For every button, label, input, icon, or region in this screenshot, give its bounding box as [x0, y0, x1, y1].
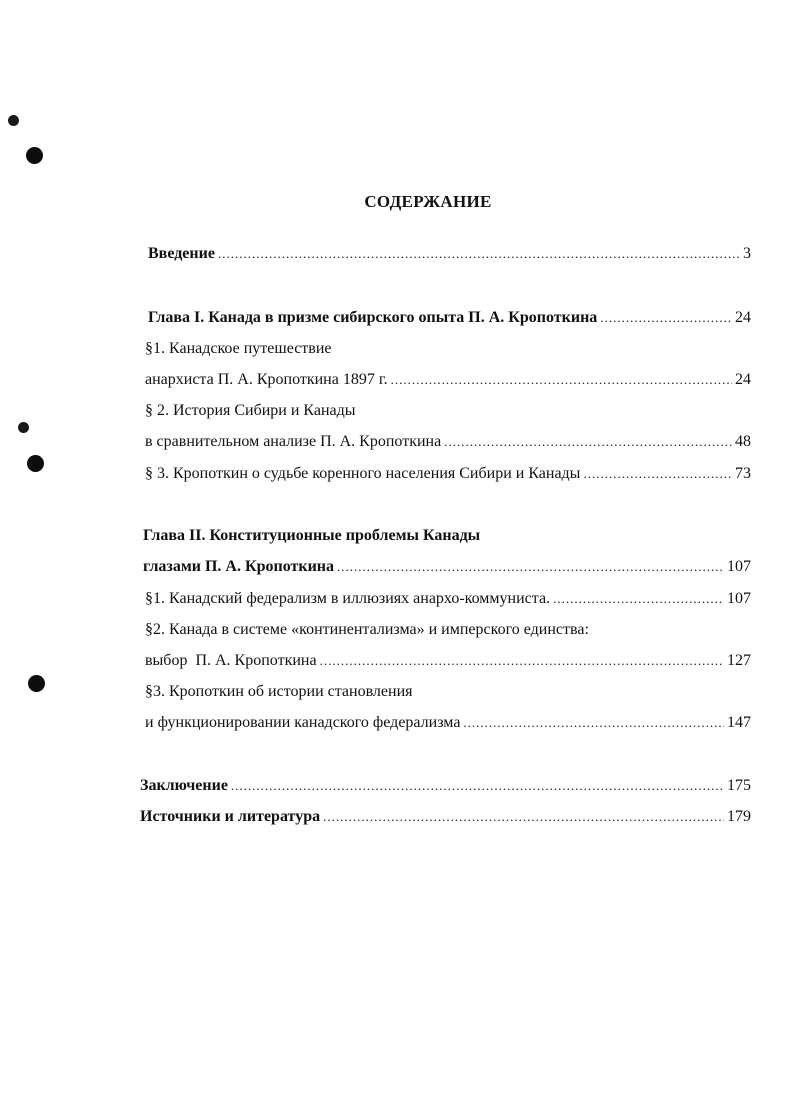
punch-hole [27, 455, 44, 472]
leader-dots [218, 244, 740, 264]
toc-entry-1-1-line1: §1. Канадское путешествие [145, 340, 332, 357]
toc-page: 107 [727, 590, 751, 607]
toc-entry-2-2 [145, 651, 751, 671]
toc-label: § 3. Кропоткин о судьбе коренного населения Сибири и Канады [145, 465, 581, 482]
toc-entry-1-2 [145, 432, 751, 452]
leader-dots [323, 807, 724, 827]
page-title: СОДЕРЖАНИЕ [364, 192, 492, 211]
scan-blot [18, 422, 29, 433]
toc-entry-2-2-line1: §2. Канада в системе «континентализма» и имперского единства: [145, 621, 589, 638]
toc-label: глазами П. А. Кропоткина [143, 558, 334, 575]
leader-dots [231, 776, 724, 796]
toc-entry-1-1 [145, 370, 751, 390]
toc-entry-chapter-1 [148, 308, 751, 328]
toc-label: Заключение [140, 777, 228, 794]
toc-entry-1-3 [145, 464, 751, 484]
scan-blot [8, 115, 19, 126]
toc-entry-chapter-2 [143, 557, 751, 577]
leader-dots [600, 308, 732, 328]
leader-dots [320, 651, 724, 671]
toc-label: и функционировании канадского федерализма [145, 714, 461, 731]
toc-entry-2-3 [145, 713, 751, 733]
toc-page: 73 [735, 465, 751, 482]
toc-entry-sources [140, 807, 751, 827]
punch-hole [26, 147, 43, 164]
leader-dots [391, 370, 732, 390]
leader-dots [337, 557, 724, 577]
toc-page: 175 [727, 777, 751, 794]
toc-label: §1. Канадский федерализм в иллюзиях анархо-коммуниста. [145, 590, 551, 607]
toc-label: в сравнительном анализе П. А. Кропоткина [145, 433, 442, 450]
toc-page: 147 [727, 714, 751, 731]
toc-page: 179 [727, 808, 751, 825]
toc-page: 24 [735, 309, 751, 326]
toc-entry-2-1 [145, 589, 751, 609]
toc-entry-conclusion [140, 776, 751, 796]
punch-hole [28, 675, 45, 692]
leader-dots [463, 713, 724, 733]
toc-entry-chapter-2-line1: Глава II. Конституционные проблемы Канады [143, 527, 481, 544]
toc-label: Глава I. Канада в призме сибирского опыта П. А. Кропоткина [148, 309, 598, 326]
toc-entry-1-2-line1: § 2. История Сибири и Канады [145, 402, 356, 419]
toc-page: 48 [735, 433, 751, 450]
toc-page: 127 [727, 652, 751, 669]
toc-page: 107 [727, 558, 751, 575]
toc-label: Введение [148, 245, 215, 262]
toc-entry-intro [148, 244, 751, 264]
leader-dots [583, 464, 732, 484]
toc-label: выбор П. А. Кропоткина [145, 652, 317, 669]
leader-dots [553, 589, 724, 609]
leader-dots [444, 432, 732, 452]
toc-label: анархиста П. А. Кропоткина 1897 г. [145, 371, 388, 388]
toc-page: 24 [735, 371, 751, 388]
toc-label: Источники и литература [140, 808, 321, 825]
toc-entry-2-3-line1: §3. Кропоткин об истории становления [145, 683, 413, 700]
toc-page: 3 [743, 245, 751, 262]
